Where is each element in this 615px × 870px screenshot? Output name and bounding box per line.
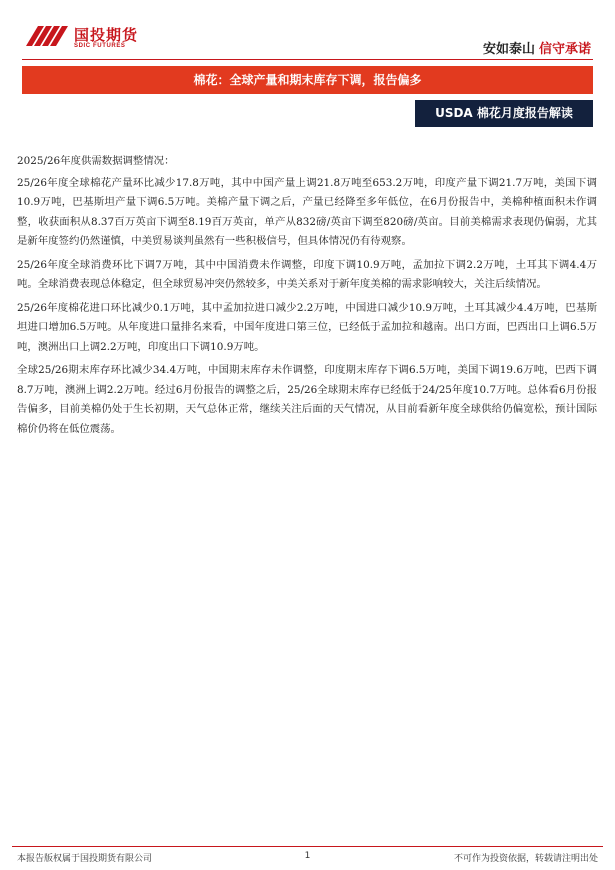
footer-disclaimer: 不可作为投资依据，转载请注明出处: [453, 854, 598, 864]
page-header: [0, 0, 615, 62]
report-body: [17, 152, 597, 443]
logo-name: 国投期货: [74, 26, 139, 44]
company-logo: [24, 22, 144, 52]
intro-line: 2025/26年度供需数据调整情况：: [17, 155, 175, 167]
slogan-part-2: 信守承诺: [538, 42, 591, 57]
report-title-banner: 棉花：全球产量和期末库存下调，报告偏多: [22, 66, 593, 94]
page-number: 1: [304, 851, 311, 861]
logo-stripes-icon: [24, 24, 70, 48]
footer-divider: [12, 846, 603, 847]
paragraph-consumption: 25/26年度全球消费环比下调7万吨，其中中国消费未作调整，印度下调10.9万吨，孟加拉下调2.2万吨，土耳其下调4.4万吨。全球消费表现总体稳定，但全球贸易冲突仍然较多，中美关系对于新年度美棉的需求影响较大，关注后续情况。: [17, 258, 597, 290]
slogan-part-1: 安如泰山: [482, 42, 535, 57]
footer-copyright: 本报告版权属于国投期货有限公司: [17, 854, 153, 864]
slogan: [483, 38, 591, 57]
paragraph-ending-stocks: 全球25/26期末库存环比减少34.4万吨，中国期末库存未作调整，印度期末库存下调6.5万吨，美国下调19.6万吨，巴西下调8.7万吨，澳洲上调2.2万吨。经过6月份报告的调整之后，25/26全球期末库存已经低于24/25年度10.7万吨。总体看6月份报告偏多，目前美棉仍处于生长初期，天气总体正常，继续关注后面的天气情况，从目前看新年度全球供给仍偏宽松，预计国际棉价仍将在低位震荡。: [17, 364, 597, 435]
paragraph-trade: 25/26年度棉花进口环比减少0.1万吨，其中孟加拉进口减少2.2万吨，中国进口减少10.9万吨，土耳其减少4.4万吨，巴基斯坦进口增加6.5万吨。从年度进口量排名来看，中国年度进口第三位，已经低于孟加拉和越南。出口方面，巴西出口上调6.5万吨，澳洲出口上调2.2万吨，印度出口下调10.9万吨。: [17, 301, 597, 353]
header-divider: [22, 59, 593, 60]
logo-subtitle: SDIC FUTURES: [74, 43, 126, 49]
section-tag: USDA 棉花月度报告解读: [415, 100, 593, 127]
paragraph-production: 25/26年度全球棉花产量环比减少17.8万吨，其中中国产量上调21.8万吨至653.2万吨，印度产量下调21.7万吨，美国下调10.9万吨，巴基斯坦产量下调6.5万吨。美棉产量下调之后，产量已经降至多年低位，在6月份报告中，美棉种植面积未作调整，收获面积从8.37百万英亩下调至8.19百万英亩，单产从832磅/英亩下调至820磅/英亩。目前美棉需求表现仍偏弱，尤其是新年度签约仍然谨慎，中美贸易谈判虽然有一些积极信号，但具体情况仍有待观察。: [17, 176, 597, 247]
